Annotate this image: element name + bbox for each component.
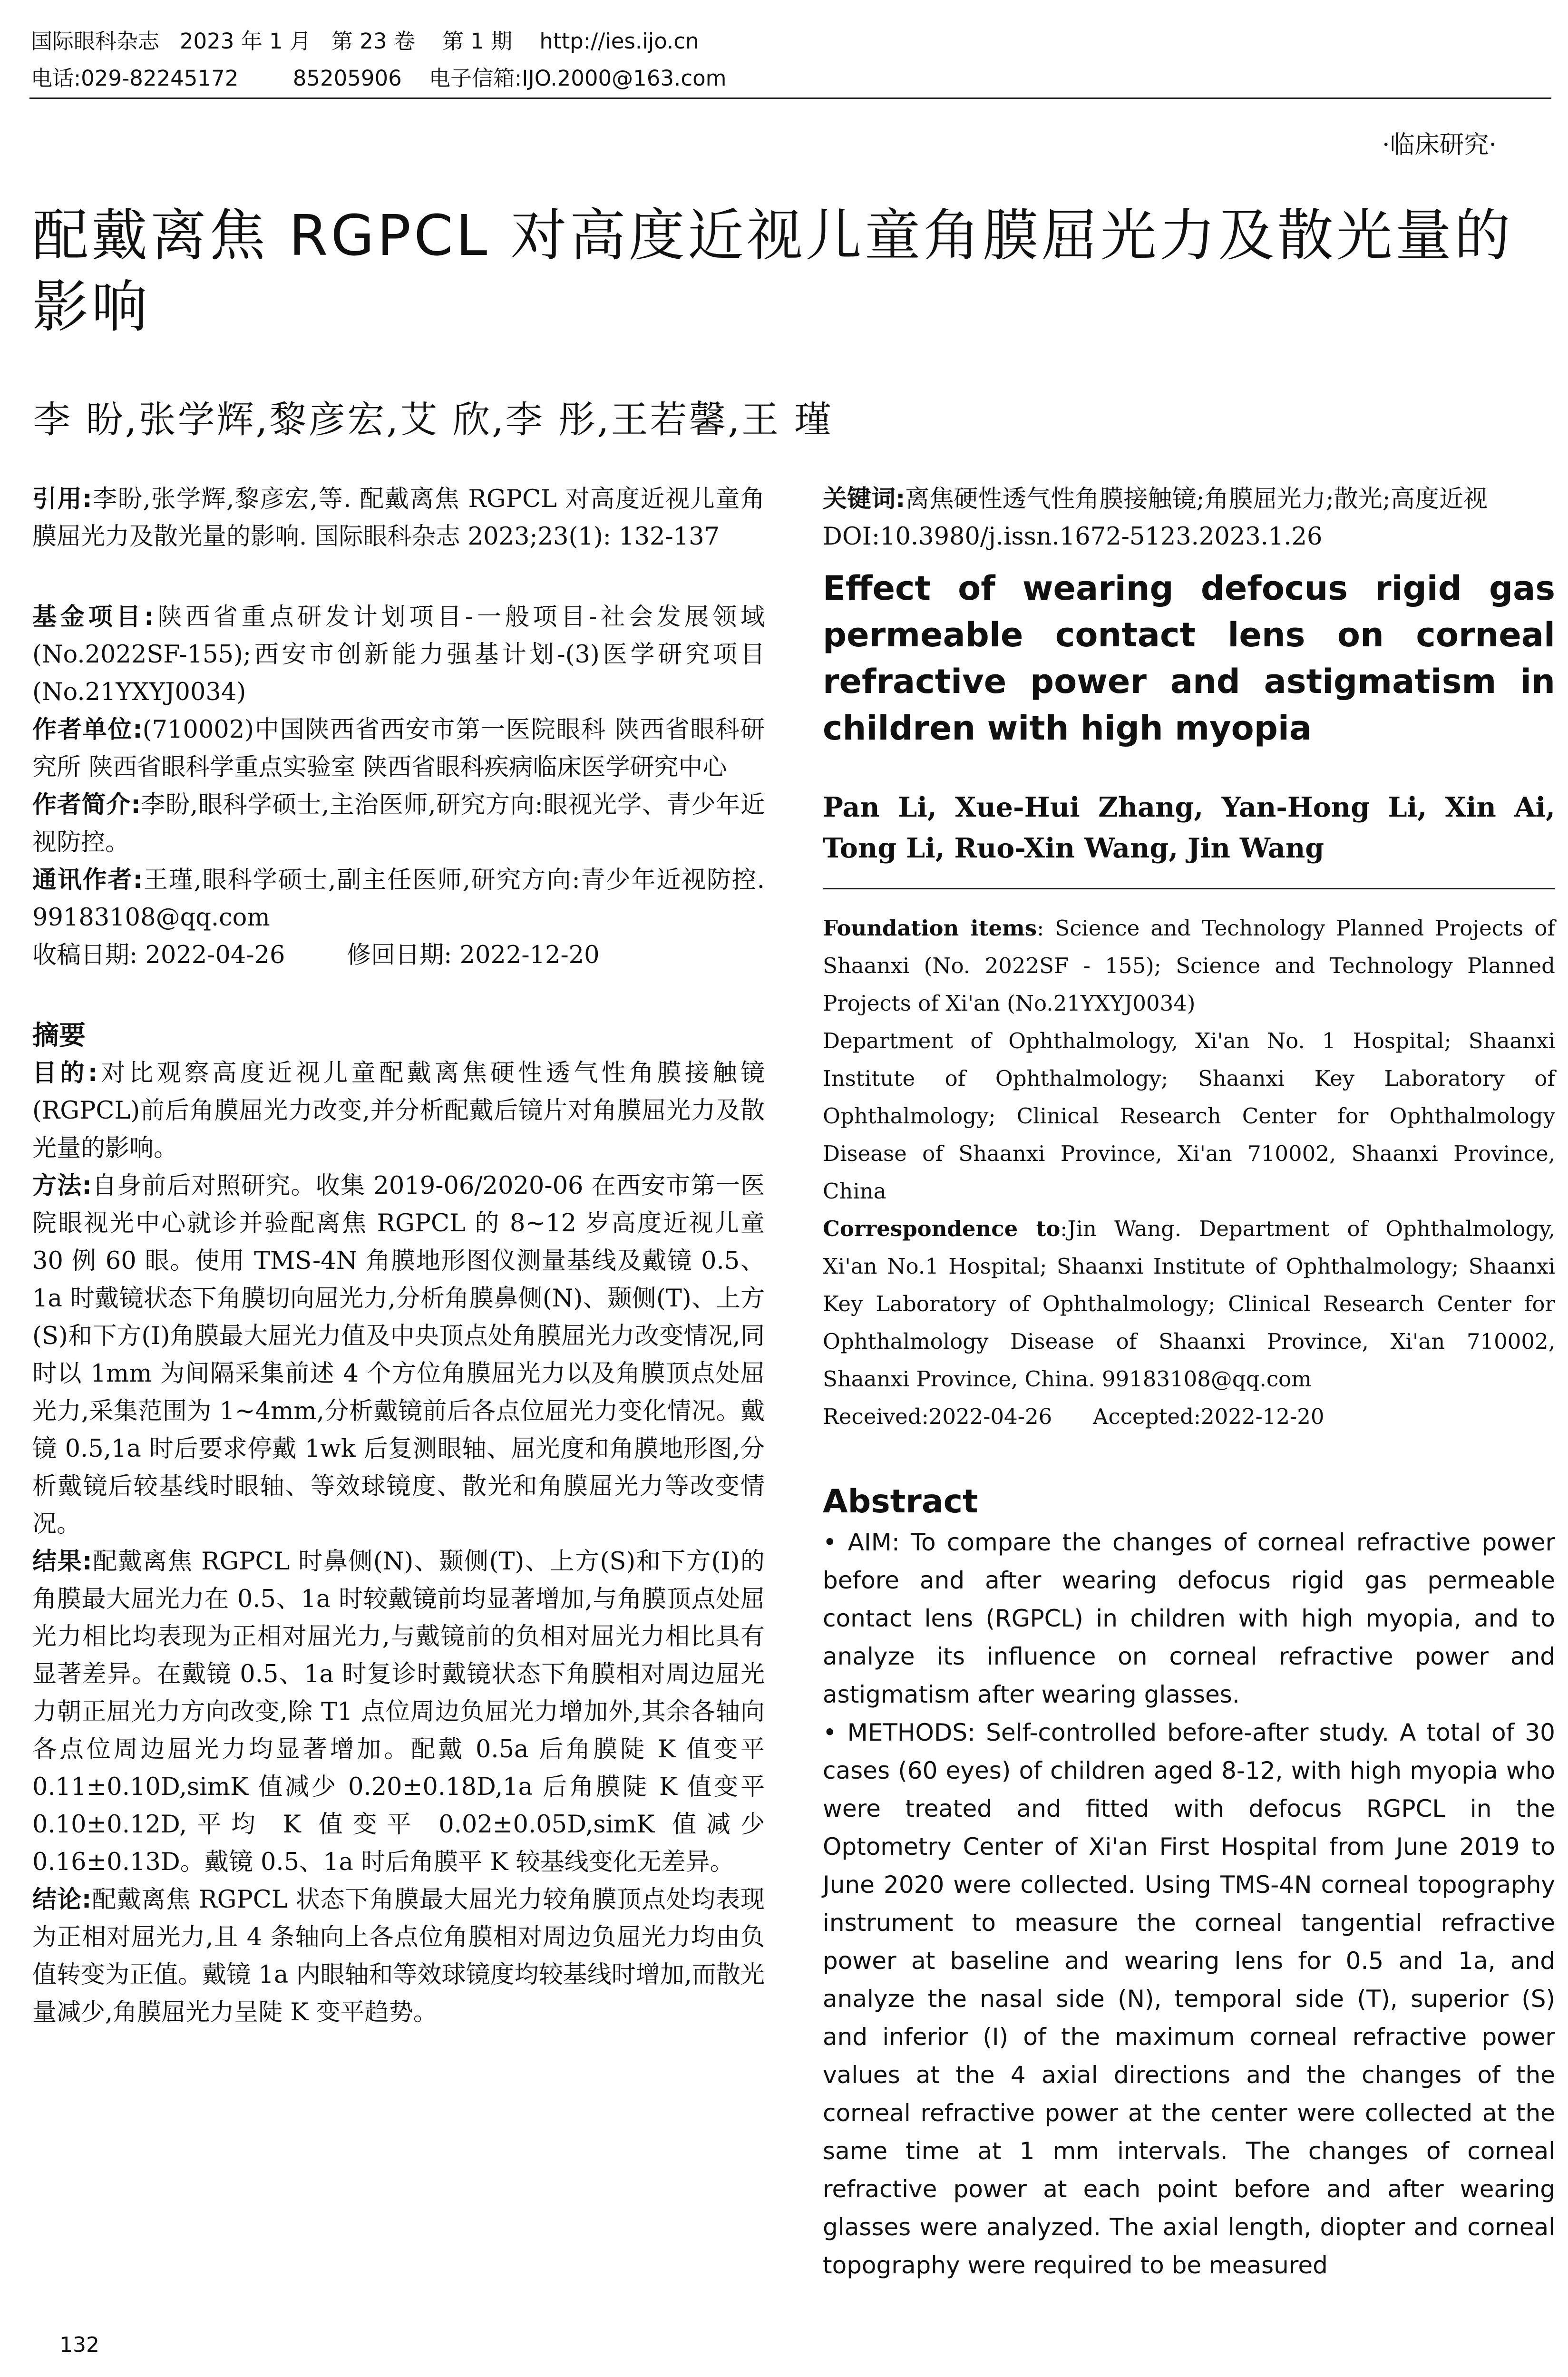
bio-label: 作者简介:: [32, 791, 141, 819]
method-label: 方法:: [32, 1172, 92, 1200]
abstract-result: [32, 1543, 765, 1881]
foundation-label: Foundation items: [823, 916, 1037, 941]
journal-header-line2: 电话:029-82245172 85205906 电子信箱:IJO.2000@163.com: [31, 66, 727, 91]
keywords-label: 关键词:: [823, 485, 906, 513]
foundation-text: : Science and Technology Planned Projects of Shaanxi (No. 2022SF - 155); Science and Technology Planned Projects of Xi'an (No.21YXYJ0034): [823, 916, 1555, 1016]
article-title: 配戴离焦 RGPCL 对高度近视儿童角膜屈光力及散光量的影响: [32, 203, 1513, 340]
doi: DOI:10.3980/j.issn.1672-5123.2023.1.26: [823, 523, 1323, 551]
received-dates: 收稿日期: 2022-04-26 修回日期: 2022-12-20: [32, 941, 600, 969]
unit-label: 作者单位:: [32, 716, 143, 744]
abstract-aim: • AIM: To compare the changes of corneal refractive power before and after wearing defocus rigid gas permeable contact lens (RGPCL) in children with high myopia, and to analyze its influence on corneal refractive power and astigmatism after wearing glasses.: [823, 1529, 1555, 1708]
corr-text: 王瑾,眼科学硕士,副主任医师,研究方向:青少年近视防控. 99183108@qq.com: [32, 866, 765, 932]
abstract-purpose: [32, 1054, 765, 1167]
keywords-text: 离焦硬性透气性角膜接触镜;角膜屈光力;散光;高度近视: [905, 485, 1488, 513]
citation: [32, 480, 765, 555]
result-text: 配戴离焦 RGPCL 时鼻侧(N)、颞侧(T)、上方(S)和下方(I)的角膜最大屈光力在 0.5、1a 时较戴镜前均显著增加,与角膜顶点处屈光力相比均表现为正相对屈光力,与戴镜前的负相对屈光力相比具有显著差异。在戴镜 0.5、1a 时复诊时戴镜状态下角膜相对周边屈光力朝正屈光力方向改变,除 T1 点位周边负屈光力增加外,其余各轴向各点位周边屈光力均显著增加。配戴 0.5a 后角膜陡 K 值变平 0.11±0.10D,simK 值减少 0.20±0.18D,1a 后角膜陡 K 值变平 0.10±0.12D,平均 K 值变平 0.02±0.05D,simK 值减少 0.16±0.13D。戴镜 0.5、1a 时后角膜平 K 较基线变化无差异。: [32, 1548, 765, 1876]
abstract-method: [32, 1167, 765, 1543]
correspondence-text: :Jin Wang. Department of Ophthalmology, Xi'an No.1 Hospital; Shaanxi Institute of Ophthalmology; Shaanxi Key Laboratory of Ophthalmology; Clinical Research Center for Ophthalmology Disease of Shaanxi Province, Xi'an 710002, Shaanxi Province, China. 99183108@qq.com: [823, 1216, 1555, 1392]
purpose-text: 对比观察高度近视儿童配戴离焦硬性透气性角膜接触镜(RGPCL)前后角膜屈光力改变,并分析配戴后镜片对角膜屈光力及散光量的影响。: [32, 1059, 765, 1162]
fund-text: 陕西省重点研发计划项目-一般项目-社会发展领域(No.2022SF-155);西安市创新能力强基计划-(3)医学研究项目(No.21YXYJ0034): [32, 603, 765, 706]
fund-label: 基金项目:: [32, 603, 154, 631]
english-title: Effect of wearing defocus rigid gas permeable contact lens on corneal refractive power and astigmatism in children with high myopia: [823, 569, 1555, 748]
right-column: [823, 480, 1555, 2284]
corr-label: 通讯作者:: [32, 866, 143, 894]
header-divider: [29, 97, 1551, 99]
bio-text: 李盼,眼科学硕士,主治医师,研究方向:眼视光学、青少年近视防控。: [32, 791, 765, 857]
abstract-conclusion: [32, 1881, 765, 2031]
result-label: 结果:: [32, 1548, 92, 1576]
author-unit: [32, 711, 765, 786]
section-tag: ·临床研究·: [1382, 131, 1497, 159]
author-bio: [32, 786, 765, 861]
foundation-items: [823, 909, 1555, 1022]
english-divider: [823, 888, 1555, 889]
citation-text: 李盼,张学辉,黎彦宏,等. 配戴离焦 RGPCL 对高度近视儿童角膜屈光力及散光量的影响. 国际眼科杂志 2023;23(1): 132-137: [32, 485, 765, 551]
correspondence: [823, 1210, 1555, 1398]
unit-text: (710002)中国陕西省西安市第一医院眼科 陕西省眼科研究所 陕西省眼科学重点实验室 陕西省眼科疾病临床医学研究中心: [32, 716, 765, 781]
keywords: [823, 480, 1555, 518]
purpose-label: 目的:: [32, 1059, 98, 1087]
author-list: 李 盼,张学辉,黎彦宏,艾 欣,李 彤,王若馨,王 瑾: [33, 399, 833, 441]
corresponding-author: [32, 861, 765, 936]
journal-header-line1: 国际眼科杂志 2023 年 1 月 第 23 卷 第 1 期 http://ies.ijo.cn: [31, 29, 699, 54]
conclusion-label: 结论:: [32, 1886, 92, 1914]
abstract-heading-cn: 摘要: [32, 1020, 86, 1051]
citation-label: 引用:: [32, 485, 92, 513]
abstract-heading-en: Abstract: [823, 1483, 978, 1520]
method-text: 自身前后对照研究。收集 2019-06/2020-06 在西安市第一医院眼视光中心就诊并验配离焦 RGPCL 的 8~12 岁高度近视儿童 30 例 60 眼。使用 TMS-4N 角膜地形图仪测量基线及戴镜 0.5、1a 时戴镜状态下角膜切向屈光力,分析角膜鼻侧(N)、颞侧(T)、上方(S)和下方(I)角膜最大屈光力值及中央顶点处角膜屈光力改变情况,同时以 1mm 为间隔采集前述 4 个方位角膜屈光力以及角膜顶点处屈光力,采集范围为 1~4mm,分析戴镜前后各点位屈光力变化情况。戴镜 0.5,1a 时后要求停戴 1wk 后复测眼轴、屈光度和角膜地形图,分析戴镜后较基线时眼轴、等效球镜度、散光和角膜屈光力等改变情况。: [32, 1172, 765, 1538]
page-number: 132: [59, 2333, 99, 2357]
abstract-methods: • METHODS: Self-controlled before-after study. A total of 30 cases (60 eyes) of children aged 8-12, with high myopia who were treated and fitted with defocus RGPCL in the Optometry Center of Xi'an First Hospital from June 2019 to June 2020 were collected. Using TMS-4N corneal topography instrument to measure the corneal tangential refractive power at baseline and wearing lens for 0.5 and 1a, and analyze the nasal side (N), temporal side (T), superior (S) and inferior (I) of the maximum corneal refractive power values at the 4 axial directions and the changes of the corneal refractive power at the center were collected at the same time at 1 mm intervals. The changes of corneal refractive power at each point before and after wearing glasses were analyzed. The axial length, diopter and corneal topography were required to be measured: [823, 1719, 1555, 2279]
left-column: [32, 480, 765, 2031]
english-dates: Received:2022-04-26 Accepted:2022-12-20: [823, 1404, 1325, 1429]
fund-info: [32, 598, 765, 711]
english-authors: Pan Li, Xue-Hui Zhang, Yan-Hong Li, Xin Ai, Tong Li, Ruo-Xin Wang, Jin Wang: [823, 791, 1555, 864]
department-info: Department of Ophthalmology, Xi'an No. 1 Hospital; Shaanxi Institute of Ophthalmology; Shaanxi Key Laboratory of Ophthalmology; Clinical Research Center for Ophthalmology Disease of Shaanxi Province, Xi'an 710002, Shaanxi Province, China: [823, 1028, 1555, 1204]
correspondence-label: Correspondence to: [823, 1216, 1061, 1241]
conclusion-text: 配戴离焦 RGPCL 状态下角膜最大屈光力较角膜顶点处均表现为正相对屈光力,且 4 条轴向上各点位角膜相对周边负屈光力均由负值转变为正值。戴镜 1a 内眼轴和等效球镜度均较基线时增加,而散光量减少,角膜屈光力呈陡 K 变平趋势。: [32, 1886, 765, 2026]
